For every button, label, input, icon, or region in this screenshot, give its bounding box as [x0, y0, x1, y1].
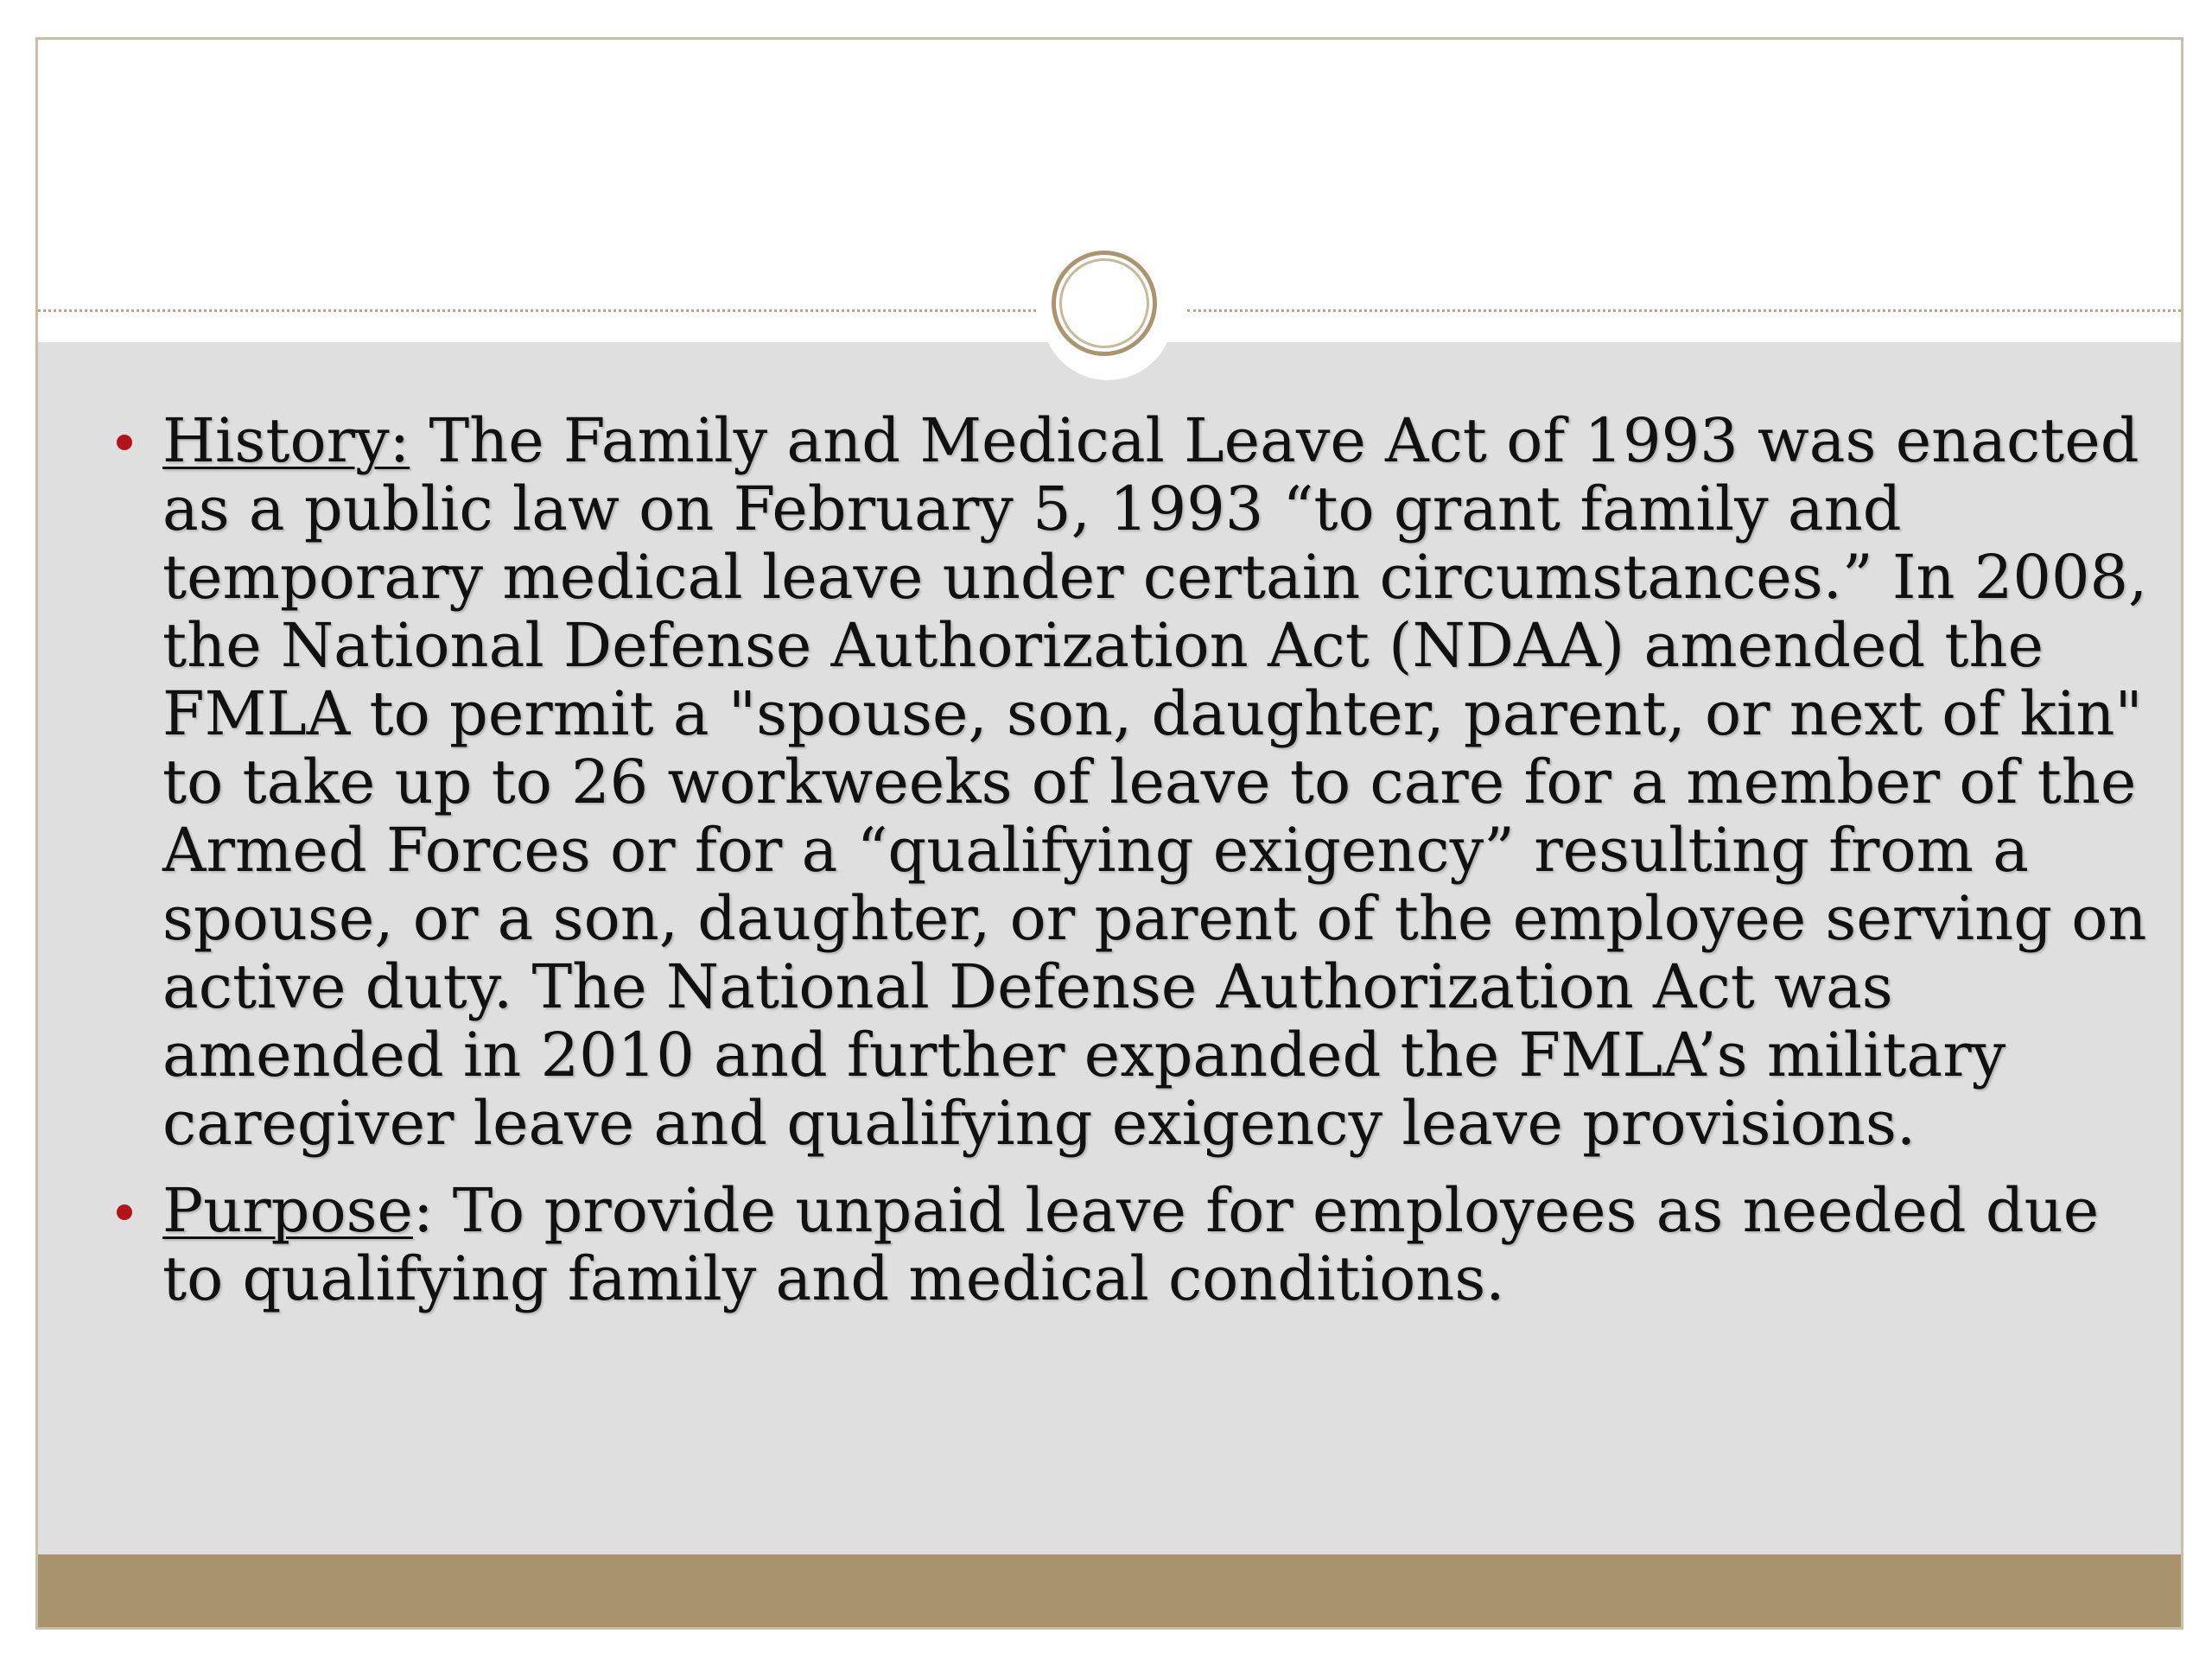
- bullet-text-purpose: : To provide unpaid leave for employees as needed due to qualifying family and medical conditions.: [162, 1175, 2100, 1314]
- ring-ornament-inner: [1059, 258, 1149, 348]
- bullet-list: [162, 407, 2150, 1332]
- header-divider-right: [1187, 309, 2181, 312]
- slide-footer-band: [38, 1554, 2181, 1630]
- header-divider-left: [38, 309, 1036, 312]
- slide: [35, 37, 2183, 1630]
- bullet-term-purpose: Purpose: [162, 1175, 413, 1246]
- bullet-term-history: History:: [162, 405, 410, 476]
- bullet-history: [162, 407, 2150, 1158]
- bullet-dot-icon: [117, 1205, 132, 1220]
- bullet-text-history: The Family and Medical Leave Act of 1993 was enacted as a public law on February 5, 1993 “to grant family and temporary medical leave under certain circumstances.” In 2008, the National Defense Authorization Act (NDAA) amended the FMLA to permit a "spouse, son, daughter, parent, or next of kin" to take up to 26 workweeks of leave to care for a member of the Armed Forces or for a “qualifying exigency” resulting from a spouse, or a son, daughter, or parent of the employee serving on active duty. The National Defense Authorization Act was amended in 2010 and further expanded the FMLA’s military caregiver leave and qualifying exigency leave provisions.: [162, 405, 2148, 1159]
- bullet-dot-icon: [117, 435, 132, 450]
- bullet-purpose: [162, 1177, 2150, 1313]
